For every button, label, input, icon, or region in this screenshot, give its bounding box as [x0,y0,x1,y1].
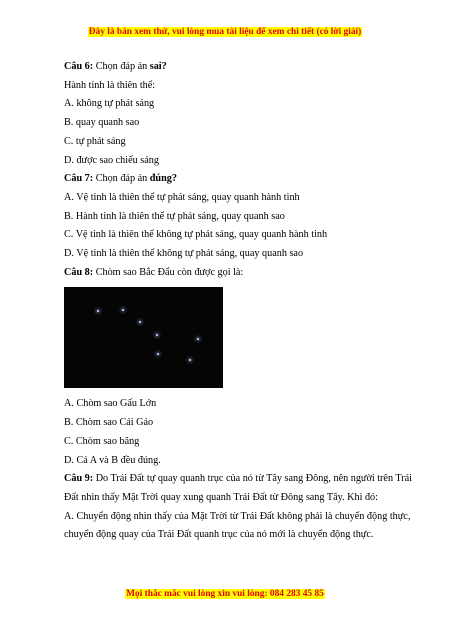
star-icon [197,338,199,340]
preview-notice-text: Đây là bản xem thử, vui lòng mua tài liệu để xem chi tiết (có lời giải) [88,27,362,37]
question-7-option-a: A. Vệ tinh là thiên thể tự phát sáng, quay quanh hành tinh [64,191,300,203]
question-9-heading [64,470,414,507]
question-7-option-c: C. Vệ tinh là thiên thể không tự phát sáng, quay quanh hành tinh [64,229,328,241]
question-6-option-d: D. được sao chiếu sáng [64,154,159,166]
question-8-option-a: A. Chòm sao Gấu Lớn [64,398,157,410]
question-6-option-b: B. quay quanh sao [64,117,140,129]
star-icon [97,310,99,312]
big-dipper-image [64,287,223,388]
question-8-option-c: C. Chòm sao băng [64,435,140,447]
question-6-emphasis: sai? [149,61,167,72]
question-9-prompt: Do Trái Đất tự quay quanh trục của nó từ Tây sang Đông, nên người trên Trái Đất nhìn thấy Mặt Trời quay xung quanh Trái Đất từ Đông sang Tây. Khi đó: [64,473,413,503]
question-6-prompt: Chọn đáp án [93,61,150,72]
question-8-heading [64,264,414,283]
contact-notice-text: Mọi thắc mắc vui lòng xin vui lòng: 084 283 45 85 [126,589,324,599]
question-8-label: Câu 8: [64,266,94,278]
question-7-prompt: Chọn đáp án [93,173,150,185]
question-8-option-d: D. Cả A và B đều đúng. [64,454,161,466]
question-6-heading [64,58,414,77]
question-list [64,58,414,545]
contact-notice [0,589,450,599]
question-7-label: Câu 7: [64,173,94,185]
question-7-heading [64,170,414,189]
preview-notice [0,27,450,37]
star-icon [139,321,141,323]
question-6-option-c: C. tự phát sáng [64,135,126,147]
star-icon [156,334,158,336]
star-icon [157,353,159,355]
question-6-label: Câu 6: [64,61,94,72]
question-9-option-a: A. Chuyển động nhìn thấy của Mặt Trời từ Trái Đất không phải là chuyển động thực, chuyển động quay của Trái Đất quanh trục của nó mới là chuyển động thực. [64,510,411,541]
question-8-prompt: Chòm sao Bắc Đẩu còn được gọi là: [93,266,244,278]
question-9-label: Câu 9: [64,473,94,485]
question-6-subprompt: Hành tinh là thiên thể: [64,79,156,91]
question-7-option-d: D. Vệ tinh là thiên thể không tự phát sáng, quay quanh sao [64,248,304,260]
question-7-option-b: B. Hành tinh là thiên thể tự phát sáng, quay quanh sao [64,210,285,222]
question-7-emphasis: đúng? [149,173,177,185]
question-8-option-b: B. Chòm sao Cái Gáo [64,417,154,429]
star-icon [122,309,124,311]
star-icon [189,359,191,361]
question-6-option-a: A. không tự phát sáng [64,98,155,110]
